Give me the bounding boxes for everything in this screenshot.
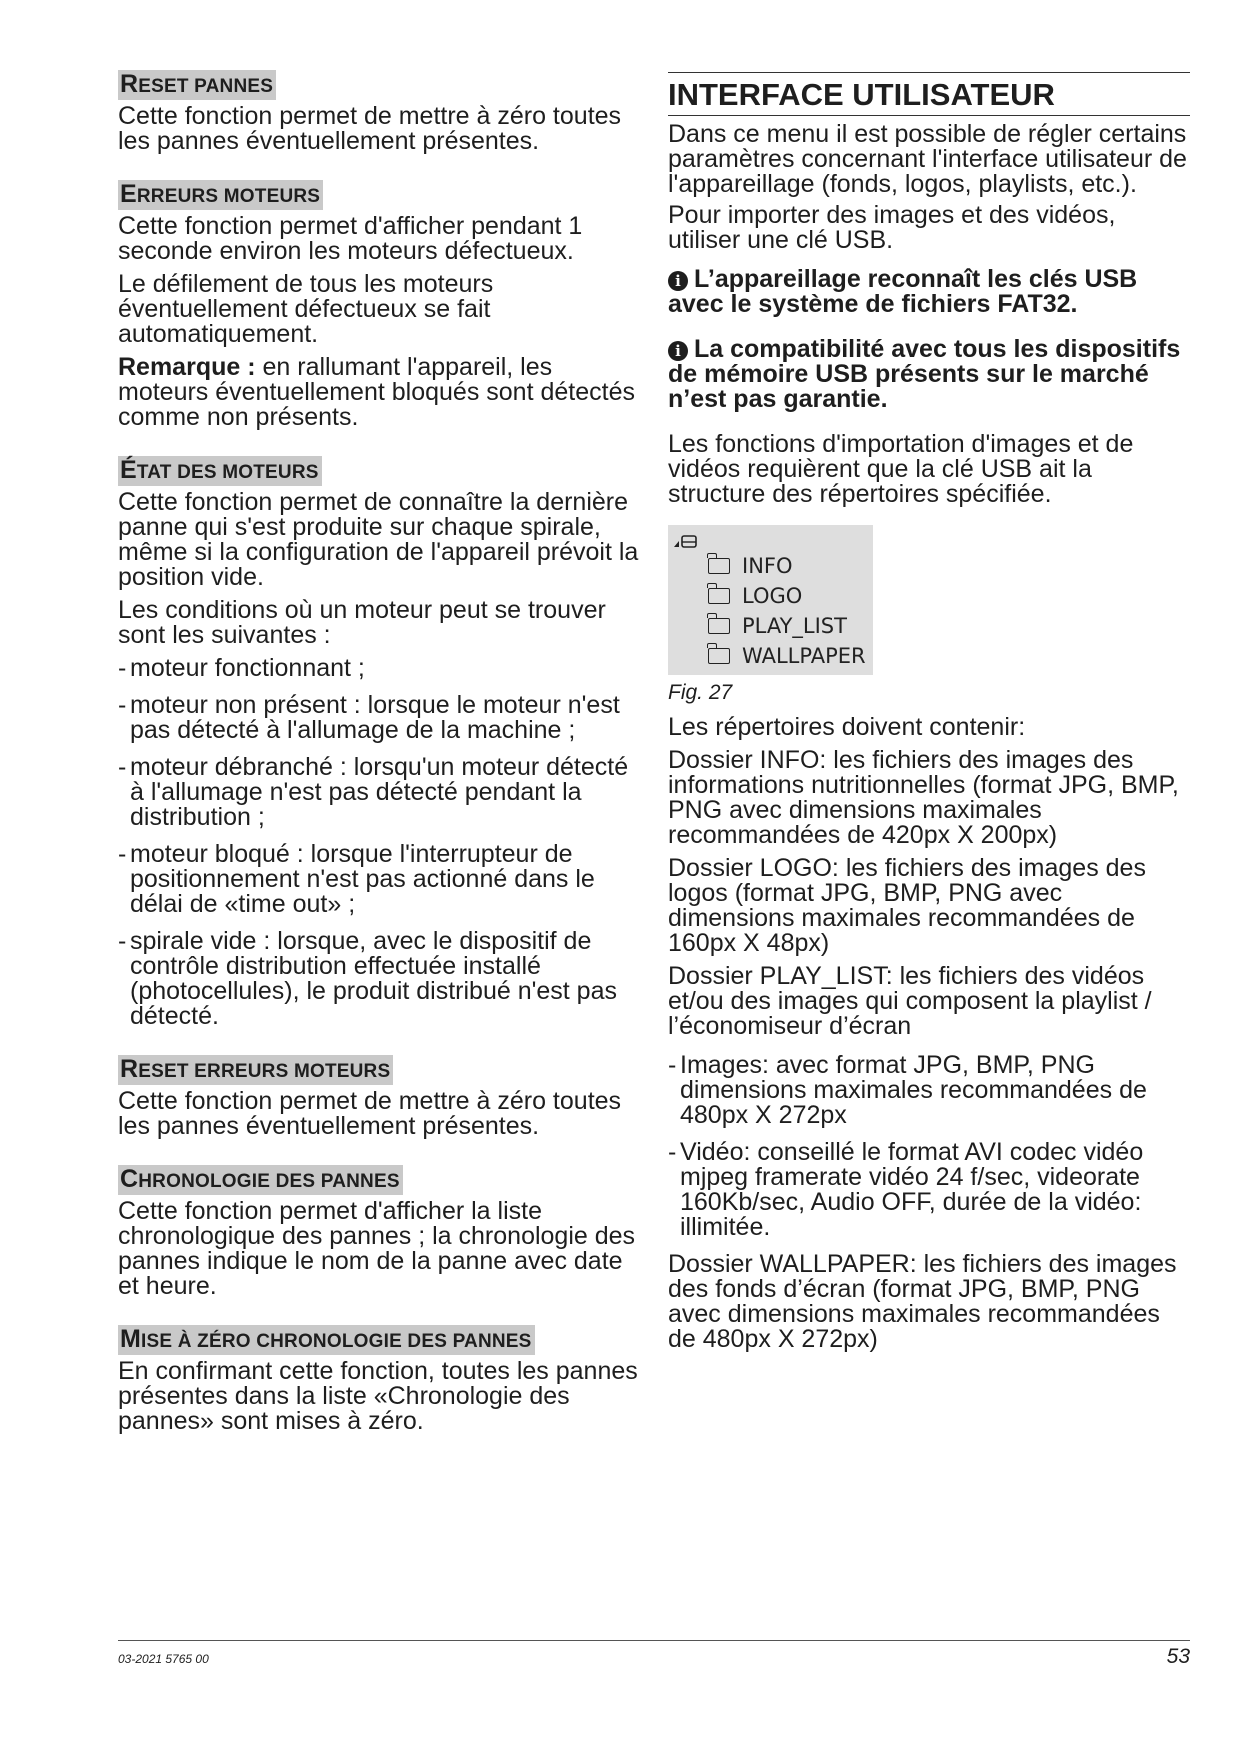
section-heading bbox=[118, 1325, 535, 1355]
paragraph: Les répertoires doivent contenir: bbox=[668, 713, 1026, 741]
section-heading bbox=[118, 1165, 403, 1195]
paragraph: Cette fonction permet d'afficher pendant 1 seconde environ les moteurs défectueux. bbox=[118, 212, 583, 265]
list-item: - Vidéo: conseillé le format AVI codec vidéo mjpeg framerate vidéo 24 f/sec, videorate 160Kb/sec, Audio OFF, durée de la vidéo: illimitée. bbox=[668, 1140, 1190, 1240]
heading-rest: TAT DES MOTEURS bbox=[136, 462, 319, 483]
section-text: Cette fonction permet de mettre à zéro toutes les pannes éventuellement présentes. bbox=[118, 102, 622, 155]
paragraph: Le défilement de tous les moteurs éventuellement défectueux se fait automatiquement. bbox=[118, 270, 494, 348]
folder-wallpaper bbox=[708, 644, 866, 668]
section-text: Cette fonction permet d'afficher la liste chronologique des pannes ; la chronologie des pannes indique le nom de la panne avec date et heure. bbox=[118, 1197, 636, 1300]
info-icon: i bbox=[668, 271, 688, 291]
remark-label: Remarque : bbox=[118, 353, 256, 381]
heading-initial: R bbox=[120, 70, 139, 98]
heading-rest: ESET ERREURS MOTEURS bbox=[138, 1061, 391, 1082]
heading-initial: É bbox=[120, 456, 137, 484]
heading-rest: RREURS MOTEURS bbox=[136, 186, 321, 207]
left-column bbox=[118, 70, 643, 1460]
list-item: - moteur bloqué : lorsque l'interrupteur de positionnement n'est pas actionné dans le délai de «time out» ; bbox=[118, 842, 643, 917]
section-reset-erreurs bbox=[118, 1055, 643, 1139]
list-item: - spirale vide : lorsque, avec le dispositif de contrôle distribution effectuée installé (photocellules), le produit distribué n'est pas détecté. bbox=[118, 929, 643, 1029]
page-title: INTERFACE UTILISATEUR bbox=[668, 72, 1190, 116]
section-text: En confirmant cette fonction, toutes les pannes présentes dans la liste «Chronologie des pannes» sont mises à zéro. bbox=[118, 1357, 638, 1435]
heading-initial: R bbox=[120, 1055, 139, 1083]
file-format-list bbox=[668, 1053, 1190, 1240]
folder-label: WALLPAPER bbox=[742, 644, 866, 668]
section-chronologie bbox=[118, 1165, 643, 1299]
folder-icon bbox=[708, 558, 730, 574]
section-etat-moteurs bbox=[118, 456, 643, 1029]
heading-rest: HRONOLOGIE DES PANNES bbox=[138, 1171, 400, 1192]
usb-drive-icon bbox=[674, 533, 698, 553]
figure-caption: Fig. 27 bbox=[668, 681, 733, 704]
note-text: La compatibilité avec tous les dispositifs de mémoire USB présents sur le marché n’est pas garantie. bbox=[668, 335, 1181, 413]
heading-rest: ISE À ZÉRO CHRONOLOGIE DES PANNES bbox=[141, 1331, 532, 1352]
info-icon: i bbox=[668, 341, 688, 361]
usb-folder-structure-figure bbox=[668, 525, 873, 675]
heading-rest: ESET PANNES bbox=[138, 76, 274, 97]
paragraph: Les conditions où un moteur peut se trouver sont les suivantes : bbox=[118, 596, 606, 649]
section-mise-a-zero bbox=[118, 1325, 643, 1434]
folder-label: PLAY_LIST bbox=[742, 614, 847, 638]
folder-icon bbox=[708, 648, 730, 664]
list-item: - moteur fonctionnant ; bbox=[118, 656, 643, 681]
folder-info bbox=[708, 554, 793, 578]
heading-initial: C bbox=[120, 1165, 139, 1193]
footer-divider bbox=[118, 1640, 1190, 1641]
paragraph: Dossier PLAY_LIST: les fichiers des vidéos et/ou des images qui composent la playlist / l’économiseur d’écran bbox=[668, 962, 1152, 1040]
remark-paragraph bbox=[118, 355, 643, 430]
paragraph: Dossier LOGO: les fichiers des images des logos (format JPG, BMP, PNG avec dimensions maximales recommandées de 160px X 48px) bbox=[668, 854, 1146, 957]
paragraph: Dossier WALLPAPER: les fichiers des images des fonds d’écran (format JPG, BMP, PNG avec dimensions maximales recommandées de 480px X 272px) bbox=[668, 1250, 1177, 1353]
folder-icon bbox=[708, 588, 730, 604]
info-note bbox=[668, 337, 1190, 412]
paragraph: Cette fonction permet de connaître la dernière panne qui s'est produite sur chaque spirale, même si la configuration de l'appareil prévoit la position vide. bbox=[118, 488, 639, 591]
folder-logo bbox=[708, 584, 802, 608]
paragraph: Dans ce menu il est possible de régler certains paramètres concernant l'interface utilisateur de l'appareillage (fonds, logos, playlists, etc.). bbox=[668, 120, 1187, 198]
page-number: 53 bbox=[1166, 1645, 1190, 1668]
paragraph: Pour importer des images et des vidéos, utiliser une clé USB. bbox=[668, 201, 1116, 254]
right-column bbox=[668, 72, 1190, 1352]
section-heading bbox=[118, 180, 323, 210]
section-heading bbox=[118, 456, 322, 486]
heading-initial: M bbox=[120, 1325, 142, 1353]
paragraph: Les fonctions d'importation d'images et de vidéos requièrent que la clé USB ait la structure des répertoires spécifiée. bbox=[668, 430, 1134, 508]
document-code: 03-2021 5765 00 bbox=[118, 1652, 209, 1666]
heading-initial: E bbox=[120, 180, 137, 208]
conditions-list bbox=[118, 656, 643, 1029]
folder-play-list bbox=[708, 614, 847, 638]
list-item: - Images: avec format JPG, BMP, PNG dimensions maximales recommandées de 480px X 272px bbox=[668, 1053, 1190, 1128]
note-text: L’appareillage reconnaît les clés USB avec le système de fichiers FAT32. bbox=[668, 265, 1138, 318]
paragraph: Dossier INFO: les fichiers des images des informations nutritionnelles (format JPG, BMP, PNG avec dimensions maximales recommandées de 420px X 200px) bbox=[668, 746, 1179, 849]
section-reset-pannes bbox=[118, 70, 643, 154]
section-text: Cette fonction permet de mettre à zéro toutes les pannes éventuellement présentes. bbox=[118, 1087, 622, 1140]
list-item: - moteur non présent : lorsque le moteur n'est pas détecté à l'allumage de la machine ; bbox=[118, 693, 643, 743]
section-heading bbox=[118, 70, 276, 100]
folder-label: INFO bbox=[742, 554, 793, 578]
list-item: - moteur débranché : lorsqu'un moteur détecté à l'allumage n'est pas détecté pendant la distribution ; bbox=[118, 755, 643, 830]
folder-icon bbox=[708, 618, 730, 634]
info-note bbox=[668, 267, 1190, 317]
remark-text: en rallumant l'appareil, les moteurs éventuellement bloqués sont détectés comme non présents. bbox=[118, 353, 635, 431]
folder-label: LOGO bbox=[742, 584, 803, 608]
section-heading bbox=[118, 1055, 393, 1085]
section-erreurs-moteurs bbox=[118, 180, 643, 430]
